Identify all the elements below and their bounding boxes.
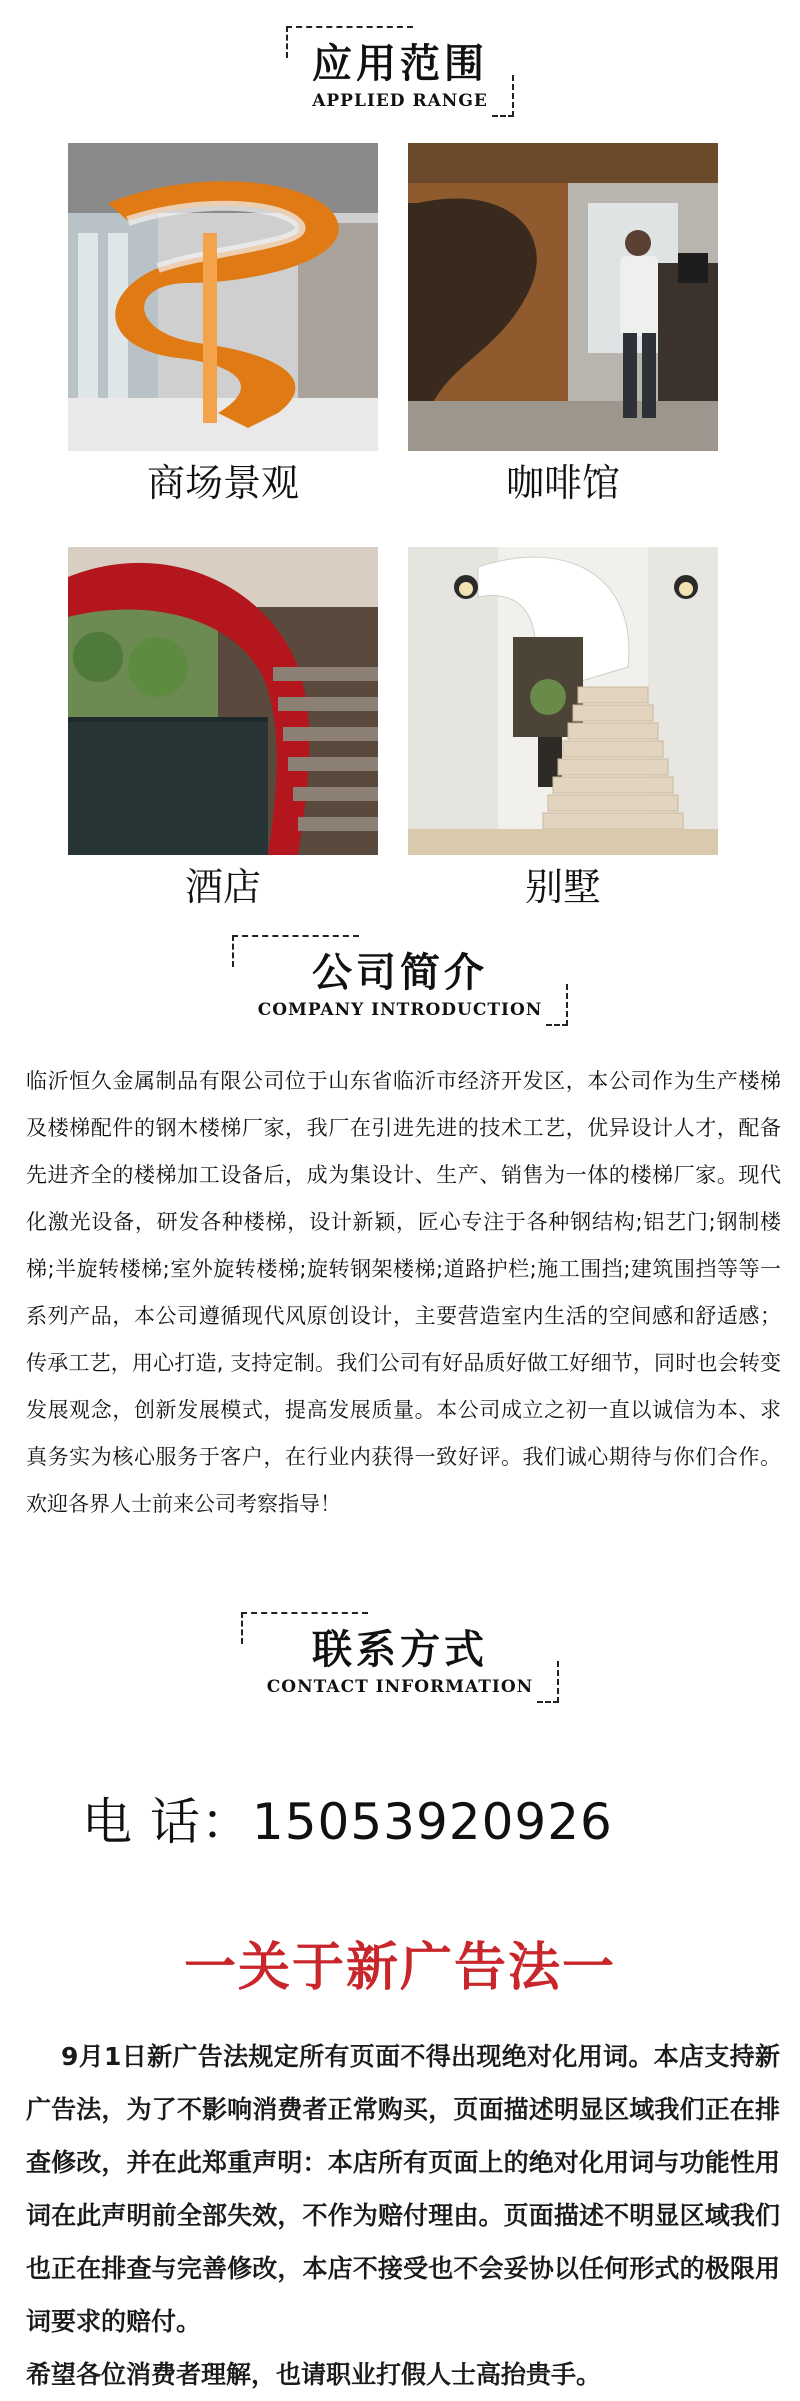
company-intro-body bbox=[26, 1058, 781, 1528]
photo-hotel-staircase bbox=[68, 547, 378, 855]
applied-range-subtitle: APPLIED RANGE bbox=[312, 91, 488, 111]
caption-hotel: 酒店 bbox=[184, 865, 261, 909]
company-intro-paragraph: 临沂恒久金属制品有限公司位于山东省临沂市经济开发区，本公司作为生产楼梯及楼梯配件的钢木楼梯厂家，我厂在引进先进的技术工艺，优异设计人才，配备先进齐全的楼梯加工设备后，成为集设计、生产、销售为一体的楼梯厂家。现代化激光设备，研发各种楼梯，设计新颖，匠心专注于各种钢结构;铝艺门;钢制楼梯;半旋转楼梯;室外旋转楼梯;旋转钢架楼梯;道路护栏;施工围挡;建筑围挡等等一系列产品，本公司遵循现代风原创设计，主要营造室内生活的空间感和舒适感；传承工艺，用心打造, 支持定制。我们公司有好品质好做工好细节，同时也会转变发展观念，创新发展模式，提高发展质量。本公司成立之初一直以诚信为本、求真务实为核心服务于客户，在行业内获得一致好评。我们诚心期待与你们合作。欢迎各界人士前来公司考察指导！ bbox=[26, 1069, 781, 1516]
heading-dashed-corner bbox=[492, 75, 514, 117]
photo-cafe-staircase bbox=[408, 143, 718, 451]
heading-dashed-corner bbox=[241, 1612, 368, 1644]
ad-law-paragraph-1: 9月1日新广告法规定所有页面不得出现绝对化用词。本店支持新广告法，为了不影响消费者正常购买，页面描述明显区域我们正在排查修改，并在此郑重声明：本店所有页面上的绝对化用词与功能性用词在此声明前全部失效，不作为赔付理由。页面描述不明显区域我们也正在排查与完善修改，本店不接受也不会妥协以任何形式的极限用词要求的赔付。 bbox=[26, 2042, 780, 2336]
ad-law-title: 一关于新广告法一 bbox=[183, 1938, 616, 1998]
phone-number: 电 话：15053920926 bbox=[82, 1793, 613, 1851]
caption-mall: 商场景观 bbox=[146, 461, 299, 505]
heading-dashed-corner bbox=[286, 26, 413, 58]
company-intro-heading bbox=[0, 935, 800, 1026]
contact-heading bbox=[0, 1612, 800, 1703]
photo-villa-staircase bbox=[408, 547, 718, 855]
ad-law-paragraph-2: 希望各位消费者理解，也请职业打假人士高抬贵手。 bbox=[26, 2360, 602, 2389]
contact-title: 联系方式 bbox=[311, 1626, 488, 1673]
caption-villa: 别墅 bbox=[524, 865, 601, 909]
caption-cafe: 咖啡馆 bbox=[505, 461, 620, 505]
heading-dashed-corner bbox=[537, 1661, 559, 1703]
applied-range-heading bbox=[0, 26, 800, 117]
heading-dashed-corner bbox=[232, 935, 359, 967]
applied-range-title: 应用范围 bbox=[312, 40, 488, 87]
ad-law-body bbox=[26, 2030, 780, 2401]
heading-dashed-corner bbox=[546, 984, 568, 1026]
contact-subtitle: CONTACT INFORMATION bbox=[266, 1677, 534, 1697]
company-intro-subtitle: COMPANY INTRODUCTION bbox=[257, 1000, 543, 1020]
company-intro-title: 公司简介 bbox=[312, 949, 488, 996]
photo-mall-staircase bbox=[68, 143, 378, 451]
